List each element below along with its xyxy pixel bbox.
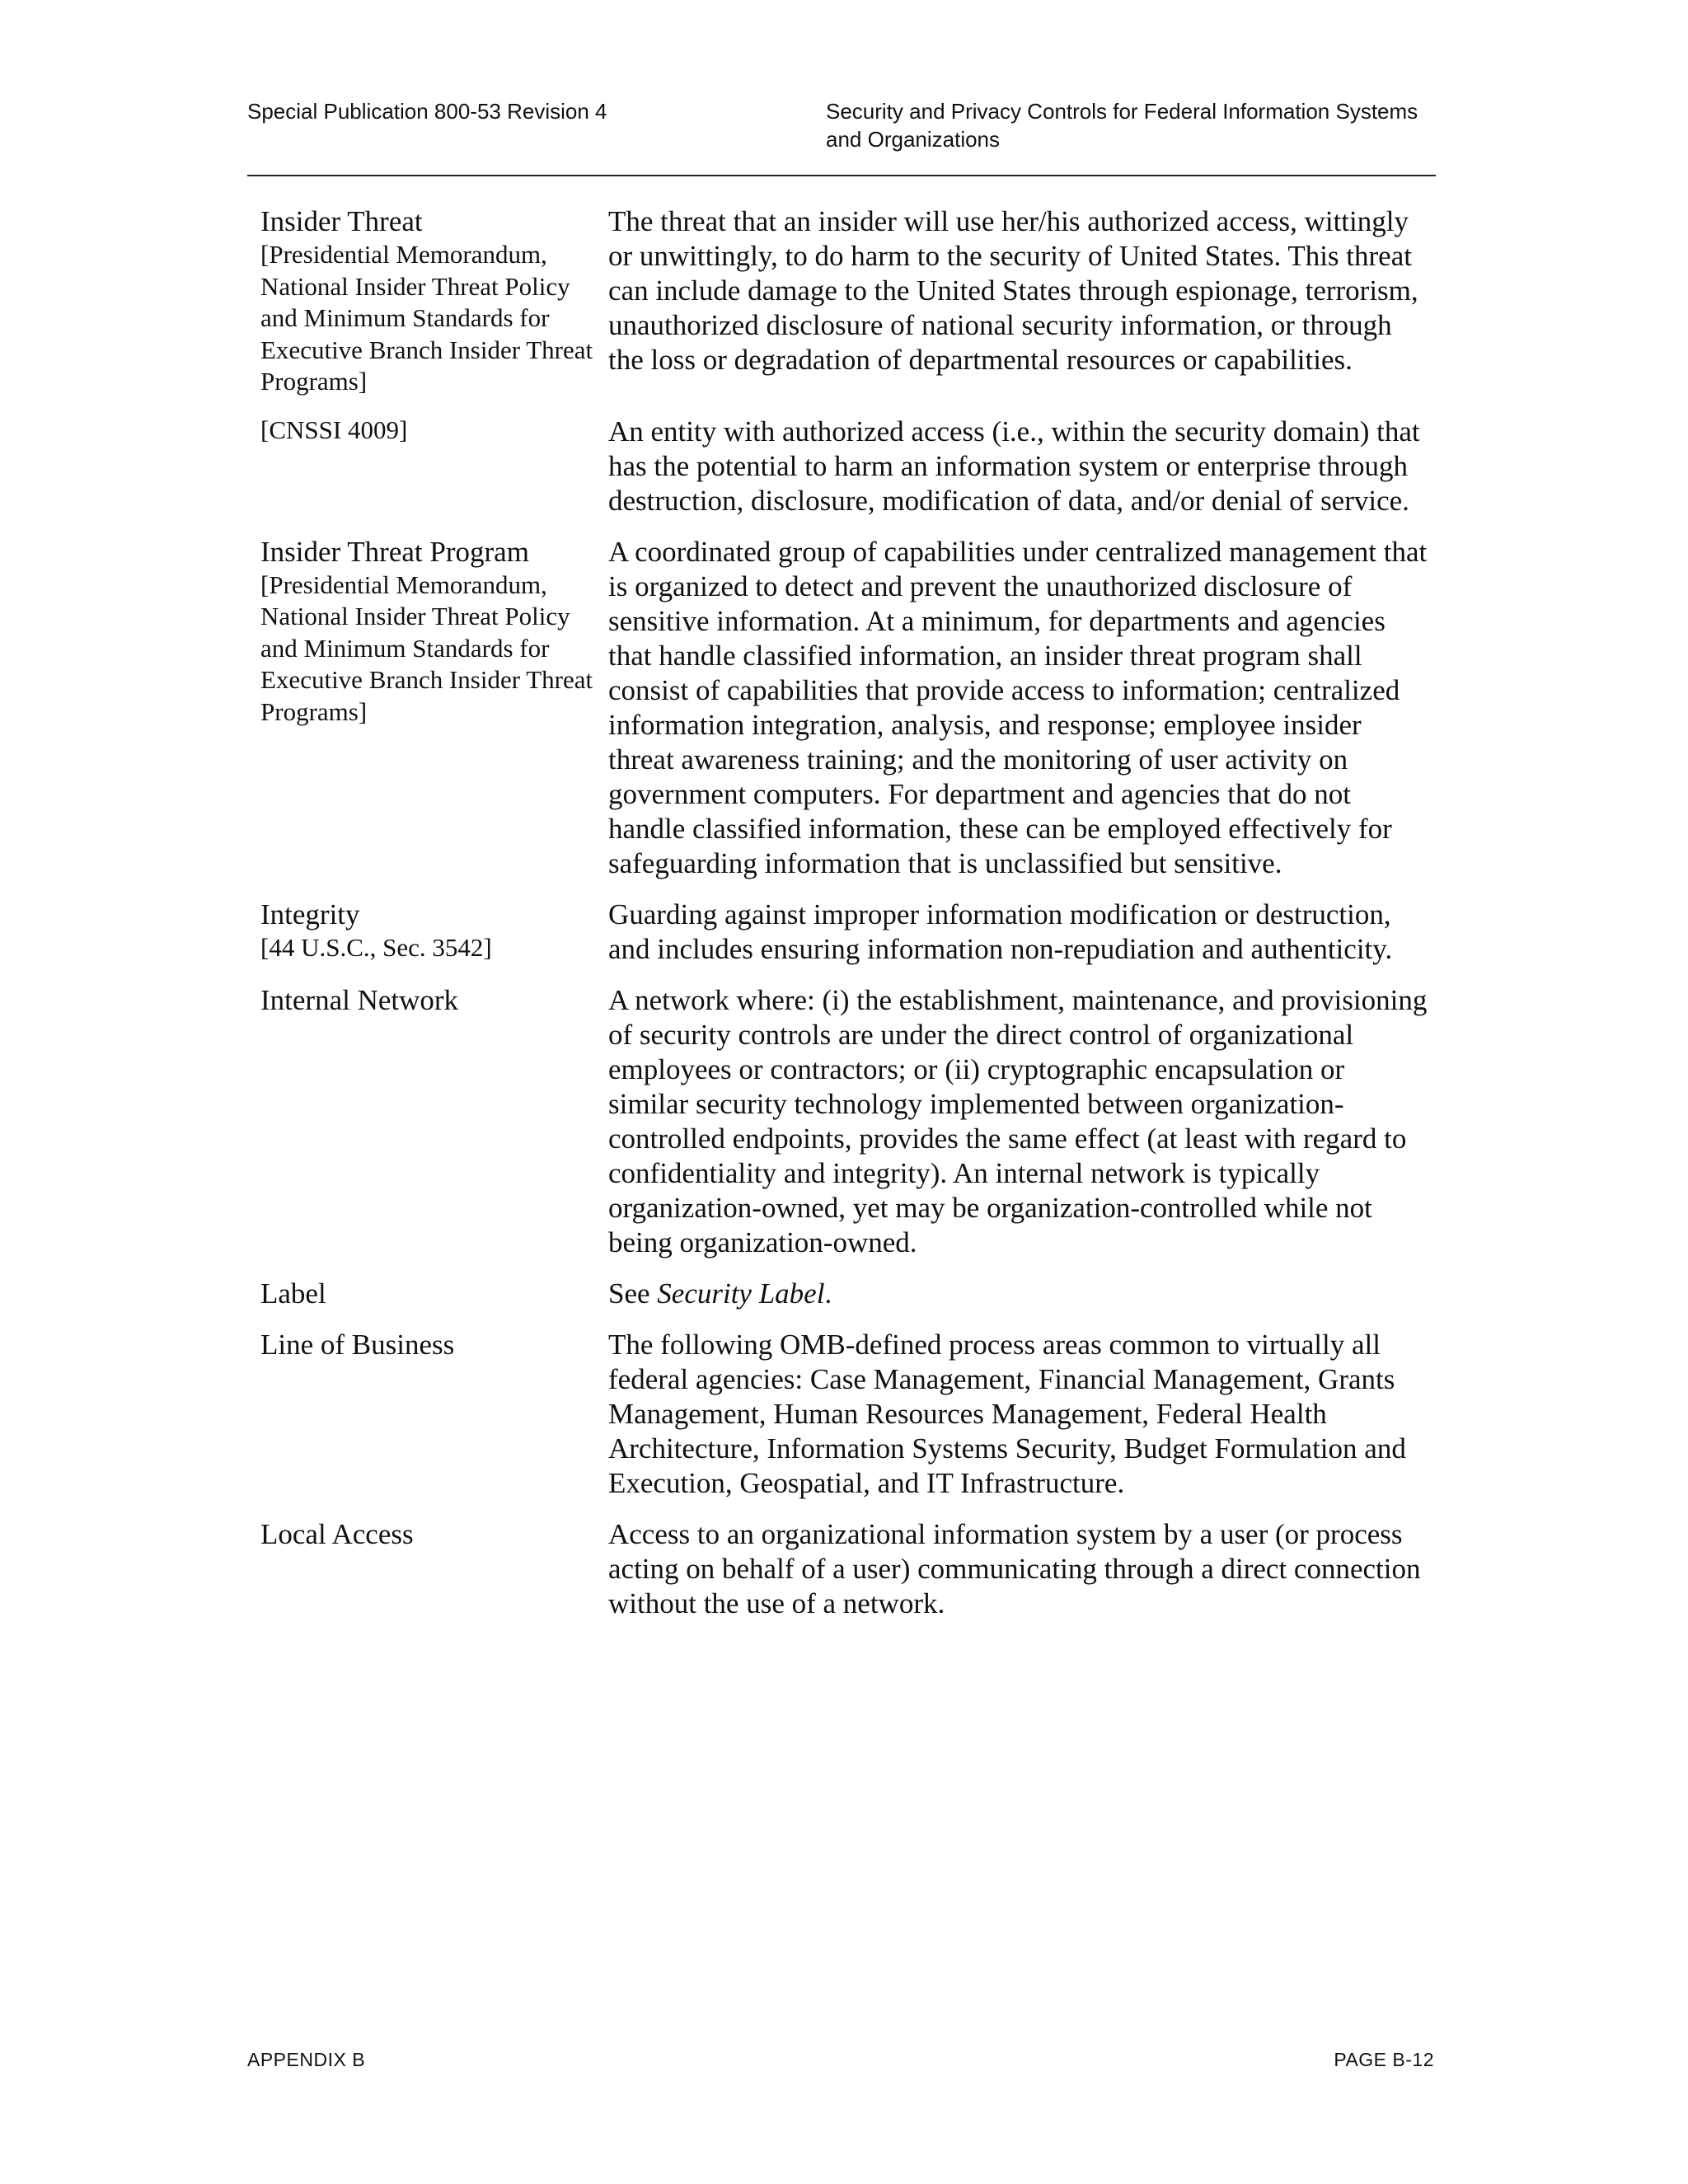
term: Line of Business [260, 1328, 455, 1361]
glossary-entry-line-of-business [247, 1328, 1436, 1501]
term-cell [247, 983, 608, 1260]
publication-title: Special Publication 800-53 Revision 4 [247, 99, 607, 124]
term-cell [247, 1517, 608, 1621]
cross-reference: Security Label [657, 1277, 825, 1310]
term: Local Access [260, 1517, 414, 1550]
definition: The following OMB-defined process areas common to virtually all federal agencies: Case Management, Financial Management, Grants Management, Human Resources Management, Federal Health Architecture, Information Systems Security, Budget Formulation and Execution, Geospatial, and IT Infrastructure. [608, 1328, 1406, 1499]
term: Label [260, 1277, 326, 1310]
header-divider [247, 175, 1436, 176]
definition-suffix: . [824, 1277, 832, 1310]
definition: An entity with authorized access (i.e., within the security domain) that has the potential to harm an information system or enterprise through destruction, disclosure, modification of data, and/or denial of service. [608, 415, 1420, 517]
term-cell [247, 1277, 608, 1311]
glossary-entry-insider-threat-program [247, 535, 1436, 881]
definition: A coordinated group of capabilities under centralized management that is organized to detect and prevent the unauthorized disclosure of sensitive information. At a minimum, for departments and agencies that handle classified information, an insider threat program shall consist of capabilities that provide access to information; centralized information integration, analysis, and response; employee insider threat awareness training; and the monitoring of user activity on government computers. For department and agencies that do not handle classified information, these can be employed effectively for safeguarding information that is unclassified but sensitive. [608, 535, 1428, 879]
term-cell [247, 204, 608, 398]
glossary-entry-insider-threat [247, 204, 1436, 398]
document-title-line-2: and Organizations [826, 127, 1001, 152]
term: Insider Threat Program [260, 535, 529, 568]
term-source: [Presidential Memorandum, National Insider Threat Policy and Minimum Standards for Executive Branch Insider Threat Programs] [260, 240, 593, 396]
term-cell [247, 1328, 608, 1501]
term-source: [CNSSI 4009] [260, 415, 408, 444]
term-cell [247, 898, 608, 967]
term-source: [Presidential Memorandum, National Insider Threat Policy and Minimum Standards for Executive Branch Insider Threat Programs] [260, 569, 593, 726]
definition: A network where: (i) the establishment, maintenance, and provisioning of security controls are under the direct control of organizational employees or contractors; or (ii) cryptographic encapsulation or similar security technology implemented between organization-controlled endpoints, provides the same effect (at least with regard to confidentiality and integrity). An internal network is typically organization-owned, yet may be organization-controlled while not being organization-owned. [608, 983, 1428, 1258]
definition-prefix: See [608, 1277, 658, 1310]
footer-page-number: PAGE B-12 [1334, 2049, 1434, 2070]
glossary-entry-insider-threat-cnssi [247, 415, 1436, 518]
term-cell [247, 535, 608, 881]
term: Internal Network [260, 983, 459, 1016]
document-title-line-1: Security and Privacy Controls for Federal Information Systems [826, 99, 1418, 124]
definition: Guarding against improper information modification or destruction, and includes ensuring information non-repudiation and authenticity. [608, 898, 1393, 965]
term: Insider Threat [260, 205, 423, 237]
document-title [826, 97, 1436, 153]
glossary-entry-label [247, 1277, 1436, 1311]
definition [608, 1277, 1436, 1311]
term: Integrity [260, 898, 360, 930]
glossary-entry-internal-network [247, 983, 1436, 1260]
definition: Access to an organizational information system by a user (or process acting on behalf of a user) communicating through a direct connection without the use of a network. [608, 1517, 1421, 1619]
glossary-table [247, 204, 1436, 1638]
term-cell [247, 415, 608, 518]
term-source: [44 U.S.C., Sec. 3542] [260, 932, 492, 962]
glossary-entry-integrity [247, 898, 1436, 967]
definition: The threat that an insider will use her/his authorized access, wittingly or unwittingly, to do harm to the security of United States. This threat can include damage to the United States through espionage, terrorism, unauthorized disclosure of national security information, or through the loss or degradation of departmental resources or capabilities. [608, 205, 1418, 376]
footer-appendix: APPENDIX B [247, 2049, 366, 2070]
glossary-entry-local-access [247, 1517, 1436, 1621]
